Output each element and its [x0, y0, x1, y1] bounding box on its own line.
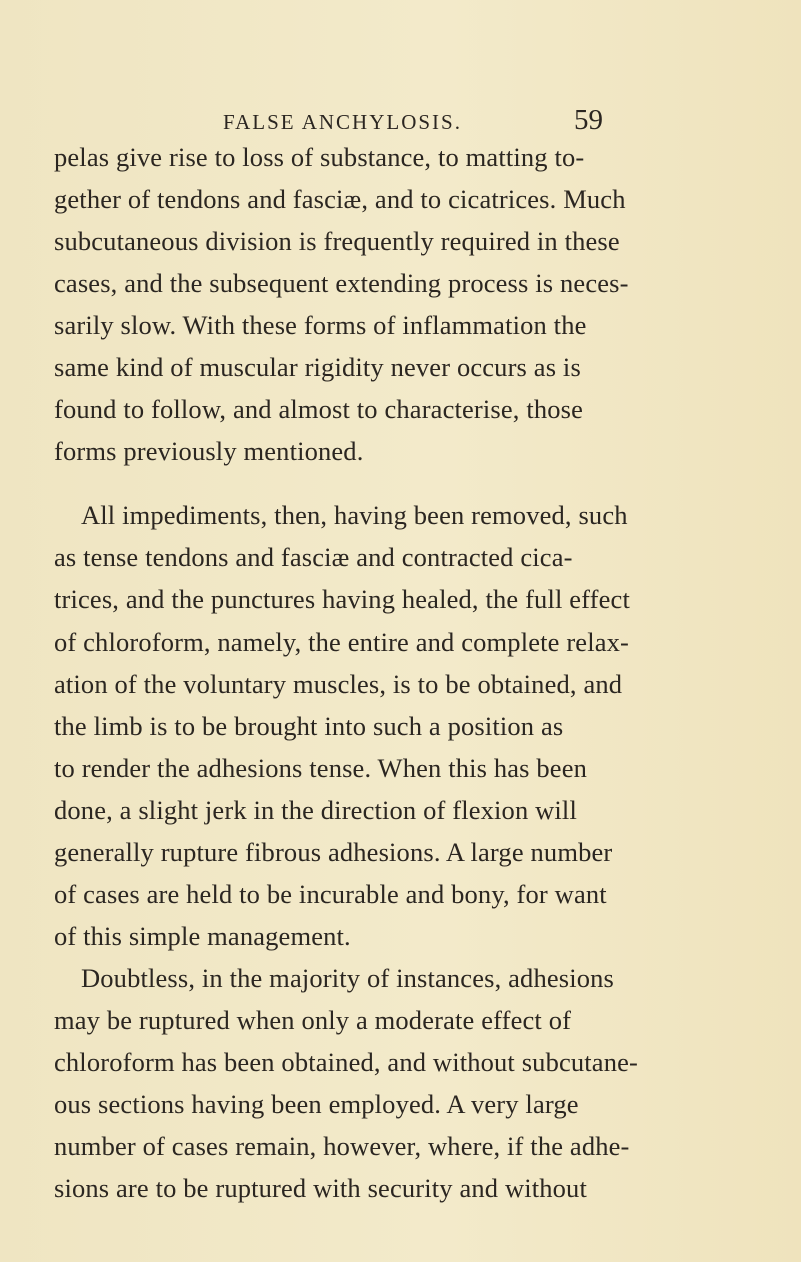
- text-line: sions are to be ruptured with security and without: [54, 1173, 587, 1204]
- text-line: chloroform has been obtained, and without subcutane-: [54, 1046, 639, 1077]
- text-line: found to follow, and almost to characterise, those: [54, 394, 584, 425]
- text-line: as tense tendons and fasciæ and contracted cica-: [54, 542, 573, 573]
- text-line: trices, and the punctures having healed, the full effect: [54, 584, 630, 615]
- text-line: may be ruptured when only a moderate effect of: [54, 1004, 572, 1035]
- text-line: ous sections having been employed. A very large: [54, 1089, 579, 1120]
- body-text: [54, 136, 750, 1209]
- text-line: same kind of muscular rigidity never occurs as is: [54, 352, 581, 383]
- text-line: sarily slow. With these forms of inflammation the: [54, 310, 587, 341]
- text-line: pelas give rise to loss of substance, to matting to-: [54, 142, 585, 172]
- page-number: 59: [574, 104, 603, 136]
- text-line: generally rupture fibrous adhesions. A large number: [54, 836, 613, 867]
- text-line: done, a slight jerk in the direction of flexion will: [54, 794, 577, 825]
- text-line: to render the adhesions tense. When this has been: [54, 752, 588, 783]
- text-line: All impediments, then, having been removed, such: [81, 500, 628, 531]
- text-line: subcutaneous division is frequently required in these: [54, 226, 620, 257]
- text-line: of chloroform, namely, the entire and complete relax-: [54, 626, 630, 657]
- text-line: forms previously mentioned.: [54, 436, 364, 467]
- text-line: Doubtless, in the majority of instances, adhesions: [81, 962, 614, 993]
- text-line: of this simple management.: [54, 920, 351, 951]
- text-line: cases, and the subsequent extending process is neces-: [54, 268, 629, 299]
- paragraph-gap: [54, 472, 750, 494]
- text-line: ation of the voluntary muscles, is to be obtained, and: [54, 668, 623, 699]
- text-line: gether of tendons and fasciæ, and to cicatrices. Much: [54, 184, 626, 215]
- running-title: FALSE ANCHYLOSIS.: [223, 110, 462, 134]
- text-line: the limb is to be brought into such a position as: [54, 710, 564, 741]
- text-line: of cases are held to be incurable and bony, for want: [54, 878, 607, 909]
- text-line: number of cases remain, however, where, if the adhe-: [54, 1131, 630, 1162]
